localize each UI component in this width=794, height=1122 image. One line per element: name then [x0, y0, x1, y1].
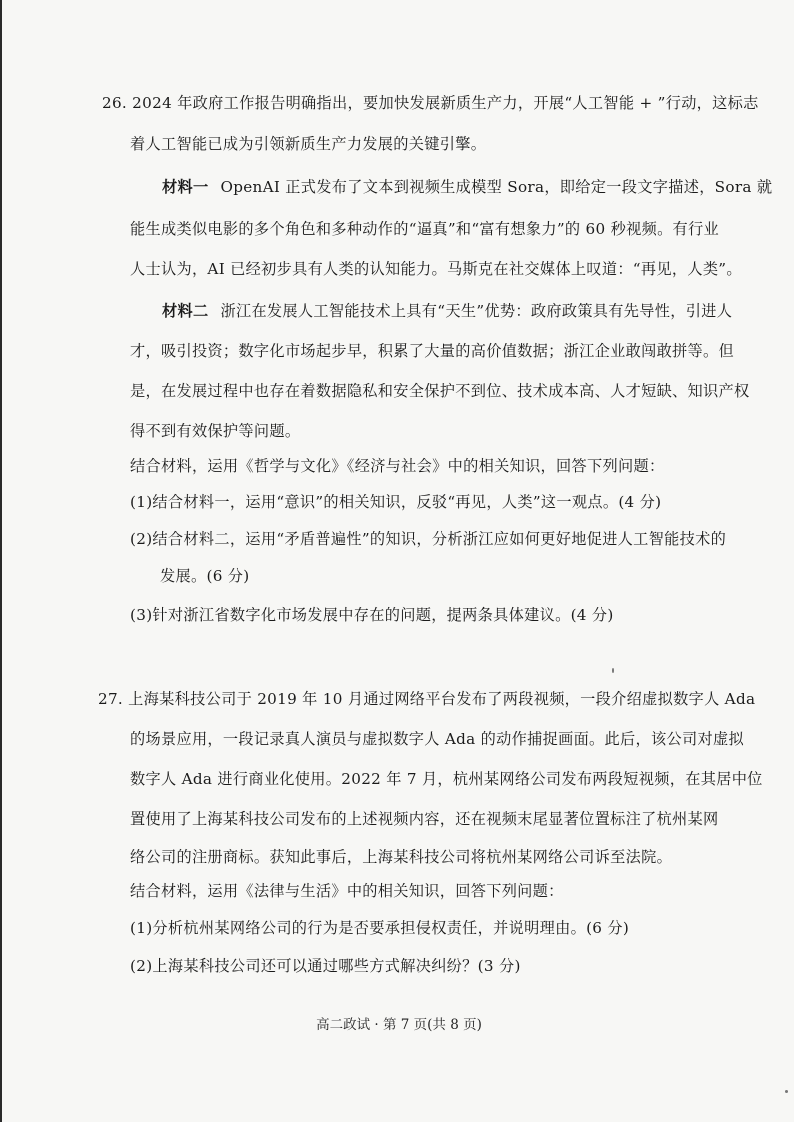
q27-prompt: 结合材料，运用《法律与生活》中的相关知识，回答下列问题：: [130, 882, 564, 900]
q26-sub-2-line-2: 发展。(6 分): [160, 567, 250, 585]
q27-line-1: 27. 上海某科技公司于 2019 年 10 月通过网络平台发布了两段视频，一段介绍虚拟数字人 Ada: [98, 690, 756, 708]
material-2-text: 浙江在发展人工智能技术上具有“天生”优势：政府政策具有先导性，引进人: [220, 302, 733, 320]
material-2-line-3: 是，在发展过程中也存在着数据隐私和安全保护不到位、技术成本高、人才短缺、知识产权: [130, 382, 750, 400]
material-1-text: OpenAI 正式发布了文本到视频生成模型 Sora，即给定一段文字描述，Sora 就: [220, 178, 773, 196]
material-1-line-3: 人士认为，AI 已经初步具有人类的认知能力。马斯克在社交媒体上叹道：“再见，人类”。: [130, 260, 742, 278]
material-2-line-2: 才，吸引投资；数字化市场起步早，积累了大量的高价值数据；浙江企业敢闯敢拼等。但: [130, 342, 735, 360]
material-2-line-1: [162, 300, 732, 321]
scan-speck: [785, 1090, 788, 1093]
material-2-label: 材料二: [162, 302, 209, 320]
q27-line-4: 置使用了上海某科技公司发布的上述视频内容，还在视频末尾显著位置标注了杭州某网: [130, 810, 719, 828]
q26-intro-line-1: 26. 2024 年政府工作报告明确指出，要加快发展新质生产力，开展“人工智能 + ”行动，这标志: [102, 94, 759, 112]
q27-line-2: 的场景应用，一段记录真人演员与虚拟数字人 Ada 的动作捕捉画面。此后，该公司对虚拟: [130, 730, 744, 748]
scan-speck: [612, 668, 614, 673]
q27-line-5: 络公司的注册商标。获知此事后，上海某科技公司将杭州某网络公司诉至法院。: [130, 848, 673, 866]
q26-intro-line-2: 着人工智能已成为引领新质生产力发展的关键引擎。: [130, 135, 487, 153]
q26-sub-3: (3)针对浙江省数字化市场发展中存在的问题，提两条具体建议。(4 分): [130, 606, 614, 624]
material-1-line-2: 能生成类似电影的多个角色和多种动作的“逼真”和“富有想象力”的 60 秒视频。有行业: [130, 220, 720, 238]
material-1-line-1: [162, 176, 772, 197]
q27-sub-1: (1)分析杭州某网络公司的行为是否要承担侵权责任，并说明理由。(6 分): [130, 919, 630, 937]
q27-line-3: 数字人 Ada 进行商业化使用。2022 年 7 月，杭州某网络公司发布两段短视频，在其居中位: [130, 770, 763, 788]
material-1-label: 材料一: [162, 178, 209, 196]
page-footer: 高二政试 · 第 7 页(共 8 页): [316, 1017, 482, 1033]
q27-sub-2: (2)上海某科技公司还可以通过哪些方式解决纠纷？(3 分): [130, 957, 521, 975]
q26-prompt: 结合材料，运用《哲学与文化》《经济与社会》中的相关知识，回答下列问题：: [130, 457, 665, 475]
q26-sub-1: (1)结合材料一，运用“意识”的相关知识，反驳“再见，人类”这一观点。(4 分): [130, 493, 662, 511]
material-2-line-4: 得不到有效保护等问题。: [130, 422, 301, 440]
q26-sub-2-line-1: (2)结合材料二，运用“矛盾普遍性”的知识，分析浙江应如何更好地促进人工智能技术的: [130, 530, 727, 548]
